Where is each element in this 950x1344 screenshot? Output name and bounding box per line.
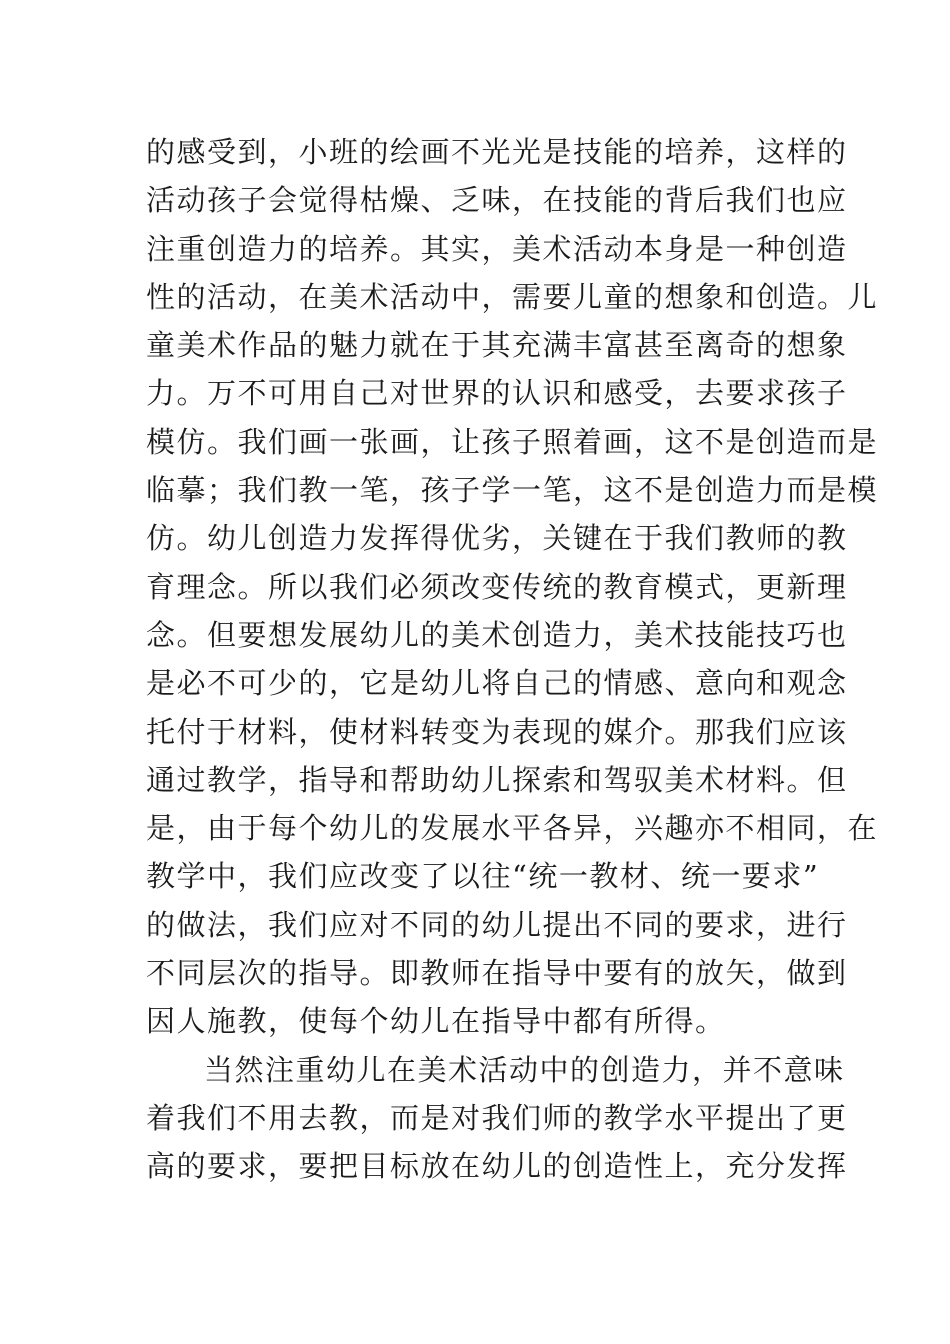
text-line: 通过教学，指导和帮助幼儿探索和驾驭美术材料。但	[146, 762, 848, 797]
text-line: 不同层次的指导。即教师在指导中要有的放矢，做到	[146, 956, 848, 991]
text-line: 活动孩子会觉得枯燥、乏味，在技能的背后我们也应	[146, 183, 848, 218]
text-line: 注重创造力的培养。其实，美术活动本身是一种创造	[146, 231, 848, 266]
text-line: 教学中，我们应改变了以往“统一教材、统一要求”	[146, 859, 820, 894]
text-line: 着我们不用去教，而是对我们师的教学水平提出了更	[146, 1100, 848, 1135]
text-line: 托付于材料，使材料转变为表现的媒介。那我们应该	[146, 714, 848, 749]
text-line: 高的要求，要把目标放在幼儿的创造性上，充分发挥	[146, 1149, 848, 1184]
text-line: 的做法，我们应对不同的幼儿提出不同的要求，进行	[146, 907, 848, 942]
text-line: 力。万不可用自己对世界的认识和感受，去要求孩子	[146, 376, 848, 411]
paragraph-end-line: 因人施教，使每个幼儿在指导中都有所得。	[146, 1004, 726, 1039]
text-line: 是必不可少的，它是幼儿将自己的情感、意向和观念	[146, 666, 848, 701]
text-line: 的感受到，小班的绘画不光光是技能的培养，这样的	[146, 135, 848, 169]
text-line: 是，由于每个幼儿的发展水平各异，兴趣亦不相同，在	[146, 811, 879, 846]
paragraph-start-line: 当然注重幼儿在美术活动中的创造力，并不意味	[204, 1052, 845, 1087]
text-line: 性的活动，在美术活动中，需要儿童的想象和创造。儿	[146, 279, 879, 314]
text-line: 模仿。我们画一张画，让孩子照着画，这不是创造而是	[146, 424, 879, 459]
body-text	[146, 128, 879, 1191]
text-line: 念。但要想发展幼儿的美术创造力，美术技能技巧也	[146, 617, 848, 652]
text-line: 仿。幼儿创造力发挥得优劣，关键在于我们教师的教	[146, 521, 848, 556]
text-line: 临摹；我们教一笔，孩子学一笔，这不是创造力而是模	[146, 473, 879, 508]
text-line: 育理念。所以我们必须改变传统的教育模式，更新理	[146, 569, 848, 604]
text-line: 童美术作品的魅力就在于其充满丰富甚至离奇的想象	[146, 328, 848, 363]
